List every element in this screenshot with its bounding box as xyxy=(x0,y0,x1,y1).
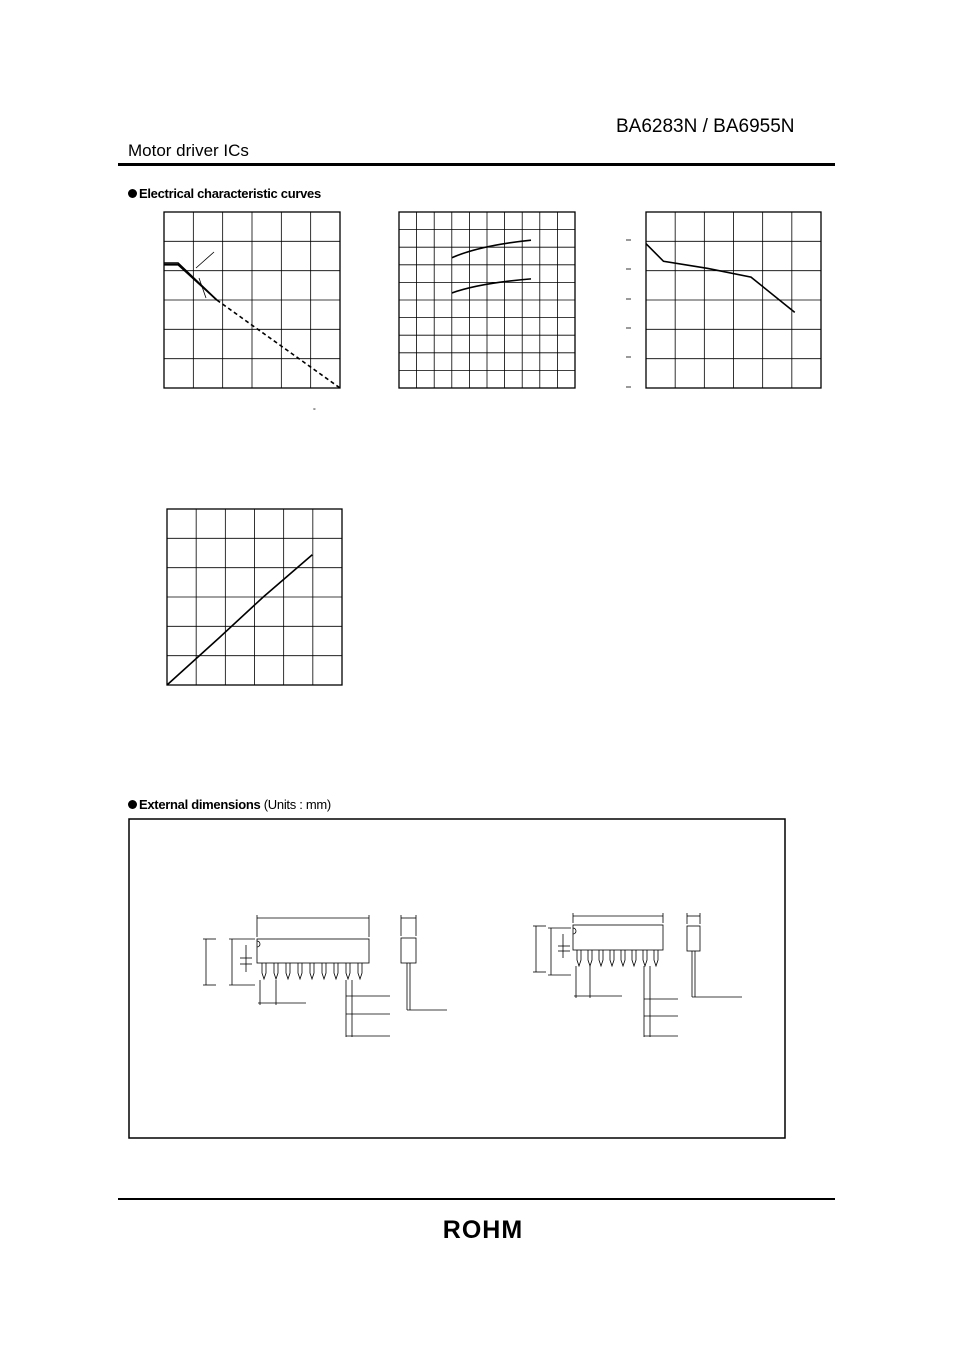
characteristic-charts xyxy=(164,212,821,685)
chart3-left-ticks xyxy=(626,240,631,387)
package1-notch xyxy=(257,941,260,947)
chart-1-leader-line xyxy=(196,252,214,268)
package2-side-view xyxy=(687,926,700,951)
chart-2 xyxy=(399,212,575,388)
chart-2-series-1 xyxy=(452,240,531,258)
dimensions-frame xyxy=(129,819,785,1138)
chart-1-series-2 xyxy=(164,263,217,300)
package1-body xyxy=(257,939,369,963)
footer-divider xyxy=(118,1198,835,1200)
dimensions-title-text: External dimensions xyxy=(139,797,261,812)
chart-1-series-1 xyxy=(164,265,217,300)
degree-mark: ° xyxy=(313,408,316,415)
chart-3-series-1 xyxy=(646,244,795,313)
package1-side-view xyxy=(401,938,416,963)
package2-notch xyxy=(573,928,576,934)
package1-pins xyxy=(262,963,362,979)
chart-1-series-1-dashed xyxy=(217,300,340,388)
chart-2-series-2 xyxy=(452,279,531,293)
chart-3 xyxy=(646,212,821,388)
category-title: Motor driver ICs xyxy=(128,141,249,160)
package2-body xyxy=(573,925,663,950)
characteristics-title-text: Electrical characteristic curves xyxy=(139,186,321,201)
chart-4-series-1 xyxy=(167,555,312,685)
chart-1 xyxy=(164,212,340,388)
chart-4 xyxy=(167,509,342,685)
package2-pins xyxy=(577,950,658,966)
package-drawing-2 xyxy=(533,913,742,1037)
rohm-logo: ROHM xyxy=(442,1216,524,1244)
part-number-title: BA6283N / BA6955N xyxy=(616,116,795,137)
chart-1-leaders xyxy=(196,252,214,298)
package-drawing-1 xyxy=(203,915,447,1037)
dimensions-units: (Units : mm) xyxy=(263,797,331,812)
